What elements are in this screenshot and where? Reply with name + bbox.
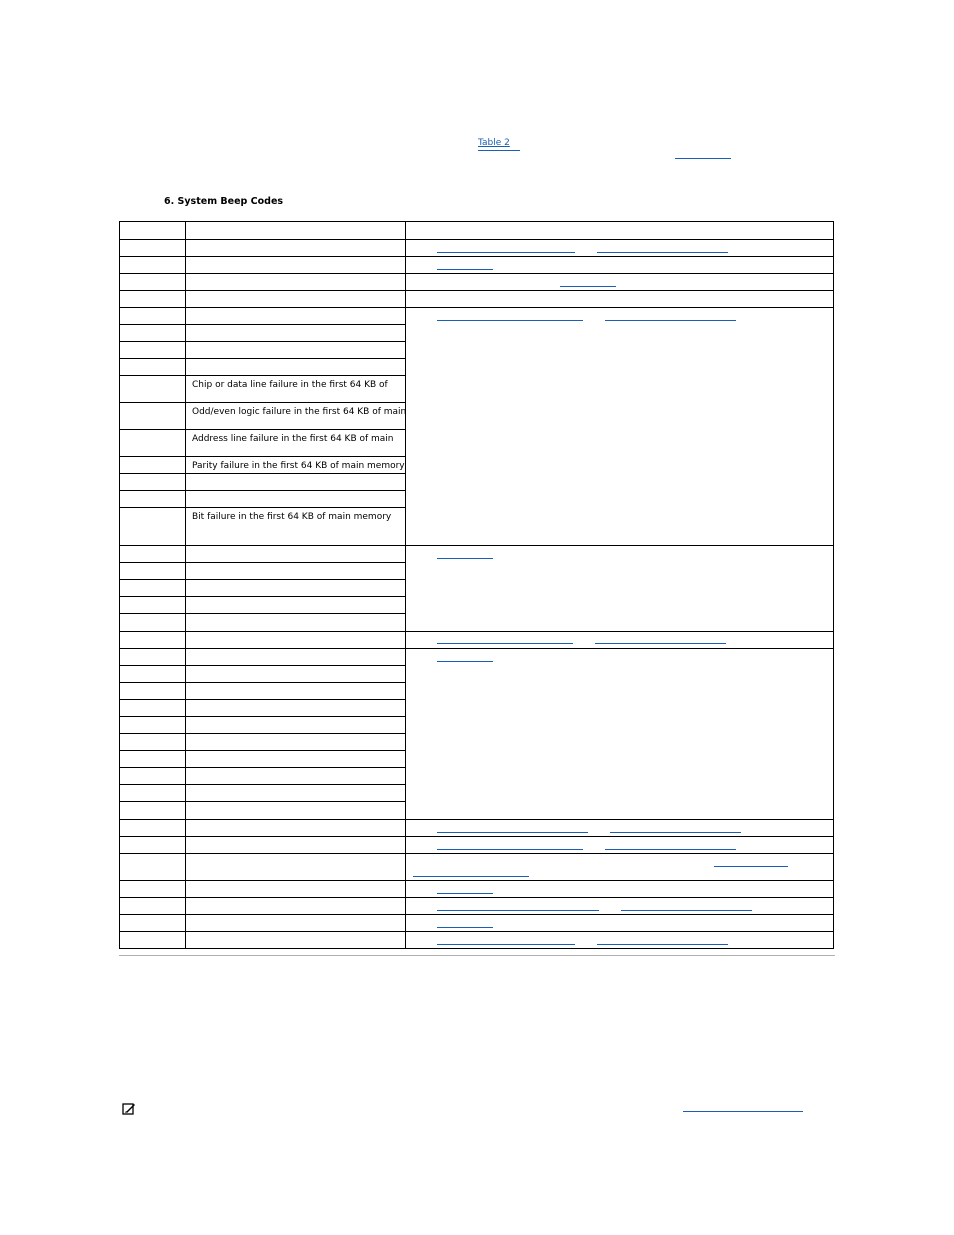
- row-border: [119, 579, 406, 580]
- description-row-parity-failure: Parity failure in the first 64 KB of main memory: [192, 461, 405, 471]
- table-link[interactable]: [437, 320, 583, 321]
- table-link[interactable]: [437, 269, 493, 270]
- table-link[interactable]: [437, 558, 493, 559]
- table-link[interactable]: [437, 832, 588, 833]
- row-border: [119, 341, 406, 342]
- row-border: [119, 307, 834, 308]
- row-border: [119, 429, 406, 430]
- row-border: [119, 784, 406, 785]
- table-link[interactable]: [714, 866, 788, 867]
- column-divider-2: [405, 221, 406, 949]
- row-border: [119, 801, 406, 802]
- table-link[interactable]: [597, 944, 728, 945]
- table-link[interactable]: [437, 643, 573, 644]
- table-link[interactable]: [437, 944, 575, 945]
- row-border: [119, 473, 406, 474]
- row-border: [119, 836, 834, 837]
- row-border: [119, 716, 406, 717]
- column-divider-1: [185, 221, 186, 949]
- note-pencil-icon: [122, 1102, 136, 1116]
- description-row-address-line: Address line failure in the first 64 KB of main: [192, 434, 394, 444]
- row-border: [119, 733, 406, 734]
- intro-link-2[interactable]: [675, 158, 731, 159]
- row-border: [119, 613, 406, 614]
- row-border: [119, 358, 406, 359]
- table-link[interactable]: [437, 910, 599, 911]
- row-border: [119, 767, 406, 768]
- table-link[interactable]: [621, 910, 752, 911]
- row-border: [119, 880, 834, 881]
- row-border: [119, 562, 406, 563]
- row-border: [119, 256, 834, 257]
- table-link[interactable]: [437, 849, 583, 850]
- row-border: [119, 490, 406, 491]
- table-link[interactable]: [605, 849, 736, 850]
- description-row-bit-failure: Bit failure in the first 64 KB of main memory: [192, 512, 392, 522]
- table-2-link-underline: [478, 150, 520, 151]
- row-border: [119, 682, 406, 683]
- table-link[interactable]: [595, 643, 726, 644]
- row-border: [119, 402, 406, 403]
- description-row-odd-even-logic: Odd/even logic failure in the first 64 KB of main: [192, 407, 407, 417]
- table-link[interactable]: [437, 927, 493, 928]
- table-border-right: [833, 221, 834, 949]
- note-link[interactable]: [683, 1111, 803, 1112]
- table-caption: 6. System Beep Codes: [164, 196, 284, 207]
- table-link[interactable]: [560, 286, 616, 287]
- table-link[interactable]: [437, 661, 493, 662]
- description-row-chip-data-line: Chip or data line failure in the first 64 KB of: [192, 380, 388, 390]
- table-link[interactable]: [437, 252, 575, 253]
- row-border: [119, 507, 406, 508]
- table-border-left: [119, 221, 120, 949]
- row-border: [119, 931, 834, 932]
- table-link[interactable]: [437, 893, 493, 894]
- row-border: [119, 596, 406, 597]
- row-border: [119, 221, 834, 222]
- table-link[interactable]: [413, 876, 529, 877]
- row-border: [119, 631, 834, 632]
- row-border: [119, 750, 406, 751]
- row-border: [119, 914, 834, 915]
- row-border: [119, 699, 406, 700]
- table-link[interactable]: [610, 832, 741, 833]
- row-border: [119, 273, 834, 274]
- row-border: [119, 290, 834, 291]
- row-border: [119, 853, 834, 854]
- row-border: [119, 648, 834, 649]
- row-border: [119, 948, 834, 949]
- row-border: [119, 456, 406, 457]
- page-divider: [119, 955, 835, 956]
- row-border: [119, 897, 834, 898]
- row-border: [119, 324, 406, 325]
- row-border: [119, 239, 834, 240]
- row-border: [119, 545, 834, 546]
- table-2-link[interactable]: Table 2: [478, 138, 510, 148]
- row-border: [119, 819, 834, 820]
- row-border: [119, 665, 406, 666]
- table-link[interactable]: [605, 320, 736, 321]
- row-border: [119, 375, 406, 376]
- table-link[interactable]: [597, 252, 728, 253]
